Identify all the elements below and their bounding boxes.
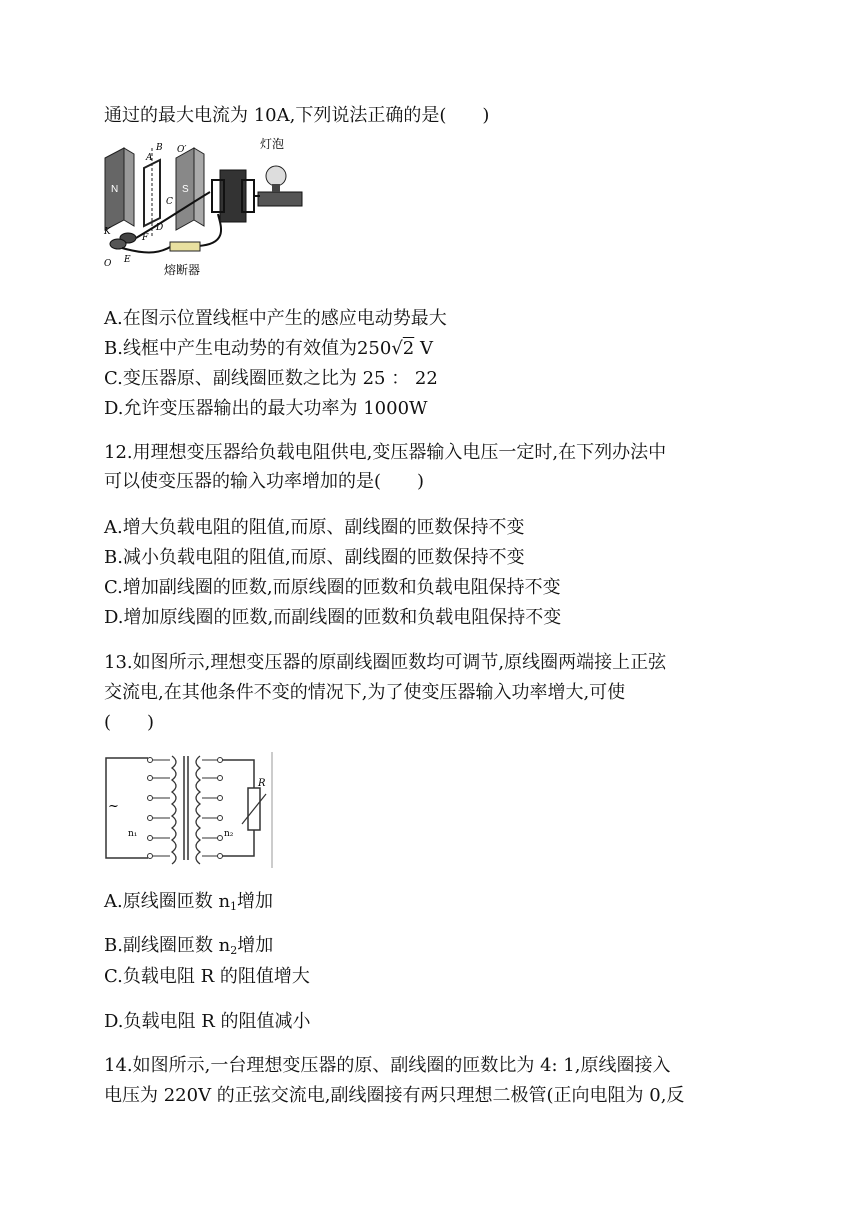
- label-n1: n₁: [128, 829, 138, 839]
- q11-option-a: A.在图示位置线框中产生的感应电动势最大: [104, 308, 447, 329]
- q12-stem-line2: 可以使变压器的输入功率增加的是( ): [104, 471, 425, 492]
- label-s: S: [182, 184, 189, 195]
- q12-stem-line1: 12.用理想变压器给负载电阻供电,变压器输入电压一定时,在下列办法中: [104, 442, 667, 463]
- label-f: F: [142, 233, 149, 243]
- label-a: A: [146, 153, 153, 163]
- label-fuse: 熔断器: [164, 263, 201, 277]
- adjustable-transformer-figure: [102, 752, 274, 868]
- label-d: D: [156, 223, 164, 233]
- q14-stem-line2: 电压为 220V 的正弦交流电,副线圈接有两只理想二极管(正向电阻为 0,反: [104, 1085, 685, 1106]
- q11-stem: 通过的最大电流为 10A,下列说法正确的是( ): [104, 105, 490, 126]
- q12-option-c: C.增加副线圈的匝数,而原线圈的匝数和负载电阻保持不变: [104, 577, 561, 598]
- q12-option-d: D.增加原线圈的匝数,而副线圈的匝数和负载电阻保持不变: [104, 607, 562, 628]
- q13-stem-line2: 交流电,在其他条件不变的情况下,为了使变压器输入功率增大,可使: [104, 682, 626, 703]
- primary-coil: [172, 756, 176, 864]
- label-c: C: [166, 197, 173, 207]
- q14-stem-line1: 14.如图所示,一台理想变压器的原、副线圈的匝数比为 4: 1,原线圈接入: [104, 1055, 671, 1076]
- q11-option-b: B.线框中产生电动势的有效值为250√2 V: [104, 338, 433, 359]
- q13-option-d: D.负载电阻 R 的阻值减小: [104, 1011, 311, 1032]
- q12-option-a: A.增大负载电阻的阻值,而原、副线圈的匝数保持不变: [104, 517, 525, 538]
- label-n2: n₂: [224, 829, 234, 839]
- secondary-coil: [196, 756, 200, 864]
- ac-source-symbol: ~: [108, 799, 119, 814]
- q11-option-d: D.允许变压器输出的最大功率为 1000W: [104, 398, 428, 419]
- label-bulb: 灯泡: [260, 137, 285, 151]
- q11-option-c: C.变压器原、副线圈匝数之比为 25 ： 22: [104, 368, 438, 389]
- bulb-base: [258, 192, 302, 206]
- q12-option-b: B.减小负载电阻的阻值,而原、副线圈的匝数保持不变: [104, 547, 525, 568]
- label-k: K: [104, 227, 111, 237]
- label-b: B: [156, 143, 163, 153]
- label-o-prime: O′: [177, 145, 187, 155]
- bulb: [266, 166, 286, 186]
- label-r: R: [258, 778, 266, 789]
- q13-option-b: B.副线圈匝数 $n_2$增加: [104, 935, 274, 957]
- label-o: O: [104, 259, 112, 269]
- label-e: E: [124, 255, 131, 265]
- fuse: [170, 242, 200, 251]
- q13-option-c: C.负载电阻 R 的阻值增大: [104, 966, 310, 987]
- q13-option-a: A.原线圈匝数 $n_1$增加: [104, 891, 274, 913]
- label-n: N: [111, 184, 119, 195]
- q13-stem-line3: ( ): [104, 712, 155, 733]
- q13-stem-line1: 13.如图所示,理想变压器的原副线圈匝数均可调节,原线圈两端接上正弦: [104, 652, 667, 673]
- generator-transformer-figure: [100, 134, 310, 282]
